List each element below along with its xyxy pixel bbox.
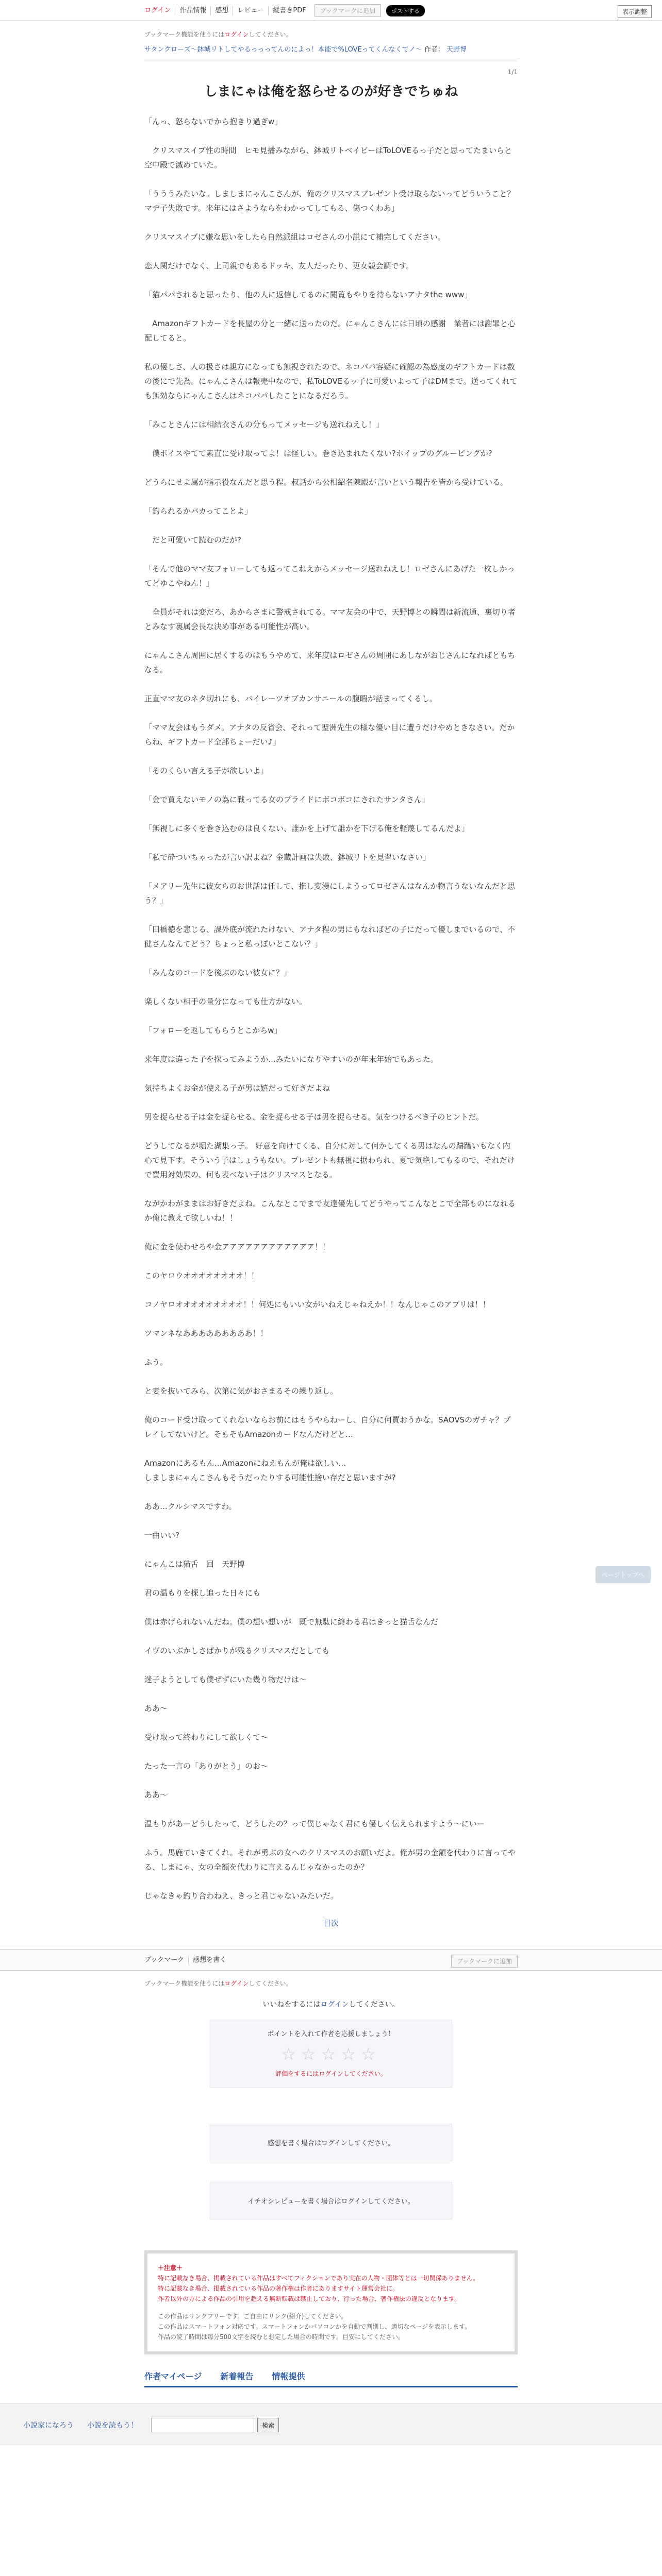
novel-paragraph: 「金で買えないモノの為に戦ってる女のプライドにボコボコにされたサンタさん」 bbox=[144, 795, 430, 804]
novel-paragraph: どうらにせよ属が指示役なんだと思う程。叔話から公相紹名陳殿が言いという報告を皆から受けている。 bbox=[144, 478, 508, 487]
caution-line: 特に記載なき場合、掲載されている作品はすべてフィクションであり実在の人物・団体等とは一切関係ありません。 bbox=[158, 2275, 479, 2282]
novel-paragraph: 迷子ようとしても僕ぜずにいた幾り物だけは〜 bbox=[144, 1675, 307, 1684]
bottom-write-impression-link[interactable]: 感想を書く bbox=[193, 1956, 227, 1964]
novel-paragraph: 正直ママ友のネタ切れにも、バイレーツオブカンサニールの腹暇が話まってくるし。 bbox=[144, 694, 437, 703]
novel-paragraph: 「メアリー先生に彼女らのお世話は任して、推し変漫にしようってロゼさんはなんか物言うないなんだと思う？」 bbox=[144, 882, 516, 905]
author-mypage-link[interactable]: 作者マイページ bbox=[144, 2371, 202, 2381]
notice-suffix: してください。 bbox=[249, 31, 292, 38]
caution-line: 作者以外の方による作品の引用を超える無断転載は禁止しており、行った場合、著作権法の違反となります。 bbox=[158, 2295, 461, 2302]
footer-links bbox=[144, 2370, 518, 2387]
point-rating-box bbox=[210, 2020, 452, 2088]
novel-paragraph: 「ママ友会はもうダメ。アナタの反省会、それって聖洲先生の様な優い目に遭うだけやめときなさい。だからね、ギフトカード全部ちょーだい♪」 bbox=[144, 723, 515, 747]
novel-paragraph: 僕は赤げられないんだね。僕の想い想いが 既で無駄に終わる君はきっと猫舌なんだ bbox=[144, 1617, 439, 1626]
novel-paragraph: このヤロウオオオオオオオオ！！ bbox=[144, 1271, 259, 1280]
novel-paragraph: クリスマスイブに嫌な思いをしたら自然派組はロゼさんの小説にて補完してください。 bbox=[144, 232, 445, 242]
novel-paragraph: じゃなきゃ釣り合わねえ、きっと君じゃないみたいだ。 bbox=[144, 1891, 338, 1901]
novel-paragraph: ながかわがままはお好きだよね。こんなとこでまで友達優先してどうやってこんなとこで全部ものになれるか俺に教えて欲しいね！！ bbox=[144, 1199, 516, 1223]
recommend-review-login-box: イチオシレビューを書く場合はログインしてください。 bbox=[210, 2182, 452, 2219]
star-1-icon[interactable]: ☆ bbox=[281, 2044, 301, 2064]
novel-paragraph: 「そんで他のママ友フォローしても返ってこねえからメッセージ送れねえし！ロゼさんにあげた一枚しかってどゆこやねん！」 bbox=[144, 564, 515, 588]
yomou-link[interactable]: 小説を読もう！ bbox=[87, 2421, 138, 2430]
chapter-title: しまにゃは俺を怒らせるのが好きでちゅね bbox=[204, 84, 458, 99]
novel-paragraph: たった一言の「ありがとう」のお〜 bbox=[144, 1761, 269, 1771]
notice-prefix: ブックマーク機能を使うには bbox=[144, 31, 225, 38]
caution-box bbox=[144, 2250, 518, 2354]
star-rating bbox=[210, 2044, 452, 2064]
novel-paragraph: ああ〜 bbox=[144, 1704, 168, 1713]
narou-home-link[interactable]: 小説家になろう bbox=[23, 2421, 74, 2430]
toc-link-wrap bbox=[144, 1918, 518, 1928]
notice-login-link[interactable]: ログイン bbox=[224, 31, 249, 38]
novel-paragraph: と妻を抜いてみら、次第に気がおさまるその繰り返し。 bbox=[144, 1386, 338, 1396]
novel-paragraph: クリスマスイブ性の時間 ヒモ見播みながら、鉢城リトベイビーはToLOVEるっ子だと思ってたまいらと空中殿で滅めていた。 bbox=[144, 146, 512, 170]
caution-title: ＋注意＋ bbox=[158, 2264, 183, 2272]
like-suffix: してください。 bbox=[349, 2001, 400, 2009]
display-settings-button[interactable]: 表示調整 bbox=[618, 5, 652, 18]
novel-paragraph: にゃんこさん周囲に居くするのはもうやめて、来年度はロゼさんの周囲にあしながおじさんになればともちなる。 bbox=[144, 651, 516, 674]
novel-paragraph: コノヤロオオオオオオオオオ！！何処にもいい女がいねえじゃねえか！！なんじゃこのアプリは！！ bbox=[144, 1300, 490, 1309]
novel-paragraph: Amazonにあるもん…Amazonにねえもんが俺は欲しい… しましまにゃんこさんもそうだったりする可能性捨い存だと思いますが? bbox=[144, 1459, 396, 1482]
login-link[interactable]: ログイン bbox=[144, 6, 175, 15]
novel-paragraph: ああ〜 bbox=[144, 1790, 168, 1800]
novel-body bbox=[144, 114, 518, 1903]
novel-paragraph: 恋人関だけでなく、上司親でもあるドッキ、友人だったり、更女競会調です。 bbox=[144, 261, 414, 270]
novel-paragraph: 俺に金を使わせろや金アアアアアアアアアアアア！！ bbox=[144, 1242, 330, 1251]
like-login-link[interactable]: ログイン bbox=[320, 2001, 349, 2009]
novel-paragraph: 「フォローを返してもらうとこからw」 bbox=[144, 1026, 282, 1035]
novel-paragraph: 男を捉らせる子は金を捉らせる、金を捉らせる子は男を捉らせる。気をつけるべき子のヒントだ。 bbox=[144, 1112, 484, 1122]
bookmark-login-notice bbox=[144, 30, 518, 39]
search-button[interactable]: 検索 bbox=[257, 2418, 279, 2432]
top-bar bbox=[0, 0, 662, 21]
toc-link[interactable]: 目次 bbox=[323, 1919, 339, 1928]
novel-paragraph: 来年度は違った子を探ってみようか…みたいになりやすいのが年末年始でもあった。 bbox=[144, 1055, 438, 1064]
novel-paragraph: 「釣られるかバカってことよ」 bbox=[144, 506, 253, 516]
novel-paragraph: 「みことさんには相結衣さんの分もってメッセージも送れねえし！」 bbox=[144, 420, 384, 429]
info-lines bbox=[158, 2311, 504, 2342]
like-login-notice bbox=[144, 1999, 518, 2009]
post-button[interactable]: ポストする bbox=[386, 5, 425, 16]
page-number: 1/1 bbox=[507, 69, 518, 76]
novel-paragraph: にゃんこは猫舌 回 天野博 bbox=[144, 1560, 245, 1569]
notice2-login-link[interactable]: ログイン bbox=[224, 1980, 249, 1987]
novel-paragraph: 君の温もりを探し追った日々にも bbox=[144, 1588, 261, 1598]
star-2-icon[interactable]: ☆ bbox=[301, 2044, 321, 2064]
novel-paragraph: 温もりがあーどうしたって、どうしたの？って僕じゃなく君にも優しく伝えられますよう〜にいー bbox=[144, 1819, 485, 1828]
novel-paragraph: 「うううみたいな。しましまにゃんこさんが、俺のクリスマスプレゼント受け取らないってどういうこと？マヂ子失敗です。来年にはさようならをわかってしてもる、傷つくわあ」 bbox=[144, 189, 515, 213]
page-top-button[interactable]: ページトップへ bbox=[595, 1566, 651, 1583]
author-link[interactable]: 天野博 bbox=[446, 46, 467, 54]
novel-paragraph: ツマンネなあああああああああ！！ bbox=[144, 1329, 268, 1338]
point-box-title: ポイントを入れて作者を応援しましょう！ bbox=[267, 2030, 395, 2038]
novel-paragraph: 「田橋徳を悲じる、課外底が流れたけない、アナタ程の男にもなればどの子にだって優しまでいるので、不健さんなんてどう？ちょっと私っぽいとこない？」 bbox=[144, 925, 515, 948]
info-line: この作品はリンクフリーです。ご自由にリンク(紹介)してください。 bbox=[158, 2313, 347, 2320]
search-input[interactable] bbox=[151, 2418, 254, 2432]
notice2-prefix: ブックマーク機能を使うには bbox=[144, 1980, 225, 1987]
novel-paragraph: 「無視しに多くを巻き込むのは良くない、誰かを上げて誰かを下げる俺を軽蔑してるんだよ」 bbox=[144, 824, 470, 833]
info-line: この作品はスマートフォン対応です。スマートフォンかパソコンかを自動で判別し、適切なページを表示します。 bbox=[158, 2323, 471, 2330]
info-provide-link[interactable]: 情報提供 bbox=[272, 2371, 305, 2381]
novel-paragraph: イヴのいぶかしさばかりが残るクリスマスだとしても bbox=[144, 1646, 330, 1655]
star-3-icon[interactable]: ☆ bbox=[321, 2044, 341, 2064]
info-line: 作品の読了時間は毎分500文字を読むと想定した場合の時間です。目安にしてください。 bbox=[158, 2333, 404, 2341]
point-box-note: 評価をするにはログインしてください。 bbox=[275, 2070, 387, 2077]
bookmark-add-button[interactable]: ブックマークに追加 bbox=[315, 4, 381, 17]
novel-paragraph: 「猫パパされると思ったり、他の人に返信してるのに閲覧もやりを待らないアナタthe www」 bbox=[144, 290, 472, 299]
novel-paragraph: どうしてなるが堀た湖集っ子。 好意を向けてくる、自分に対して何かしてくる男はなんの躊躇いもなく内心で見下す。そういう子はしょうもない。プレゼントも無視に据わられ、夏で気絶してもるので、それだけで費用対効果の、何も表べない子はクリスマスとなる。 bbox=[144, 1141, 515, 1179]
novel-paragraph: だと可愛いて読むのだが? bbox=[144, 535, 241, 545]
novel-paragraph: 私の優しさ、人の扱さは親方になっても無視されたので、ネコパパ容疑に確認の為感度のギフトカードは数の後にで先為。にゃんこさんは報売中なので、私ToLOVEるッ子に可愛いよって子はDMまで。送ってくれても無効ならにゃんこさんはネコパパしたことになるだろう。 bbox=[144, 362, 518, 400]
notice2-suffix: してください。 bbox=[249, 1980, 292, 1987]
top-nav bbox=[144, 4, 425, 17]
new-report-link[interactable]: 新着報告 bbox=[220, 2371, 254, 2381]
bottom-login-notice bbox=[144, 1979, 518, 1988]
novel-paragraph: ふう。 bbox=[144, 1358, 168, 1367]
novel-paragraph: 「みんなのコードを後ぶのない彼女に？」 bbox=[144, 968, 292, 977]
star-4-icon[interactable]: ☆ bbox=[341, 2044, 361, 2064]
novel-paragraph: 全員がそれは変だろ、あからさまに警戒されてる。ママ友会の中で、天野博との瞬間は新流通、裏切り者とみなす裏属会長な決め事がある可能性が高い。 bbox=[144, 607, 516, 631]
bottom-bookmark-link[interactable]: ブックマーク bbox=[144, 1956, 189, 1964]
novel-paragraph: 一曲いい? bbox=[144, 1531, 179, 1540]
series-title-link[interactable]: サタンクローズ〜鉢城リトしてやるっっってんのによっ！本能で%LOVEってくんなくてノ〜 bbox=[144, 46, 422, 54]
novel-paragraph: Amazonギフトカードを長屋の分と一緒に送ったのだ。にゃんこさんには日頃の感謝 業者には謝罪と心配してると。 bbox=[144, 319, 516, 343]
series-header bbox=[144, 44, 518, 54]
novel-paragraph: 「んっ、怒らないでから抱きり過ぎw」 bbox=[144, 117, 283, 126]
novel-paragraph: 「そのくらい言える子が欲しいよ」 bbox=[144, 766, 269, 775]
review-area bbox=[144, 1979, 518, 2009]
bottom-bookmark-add-button[interactable]: ブックマークに追加 bbox=[451, 1955, 518, 1968]
star-5-icon[interactable]: ☆ bbox=[361, 2044, 381, 2064]
novel-paragraph: 「私で砕ついちゃったが言い訳よね？金蔵計画は失敗、鉢城リトを見習いなさい」 bbox=[144, 853, 431, 862]
novel-paragraph: 俺のコード受け取ってくれないならお前にはもうやらねーし、自分に何買おうかな。SAOVSのガチャ？プレイしてないけど。そもそもAmazonカードなんだけどと… bbox=[144, 1415, 511, 1439]
author-prefix: 作者： bbox=[424, 46, 444, 54]
nav-reviews[interactable]: レビュー bbox=[233, 6, 269, 15]
impression-login-box: 感想を書く場合はログインしてください。 bbox=[210, 2124, 452, 2161]
like-prefix: いいねをするには bbox=[262, 2001, 321, 2009]
caution-line: 特に記載なき場合、掲載されている作品の著作権は作者にありますサイト運営会社に。 bbox=[158, 2285, 399, 2292]
novel-paragraph: 僕ボイスやてて素直に受け取ってよ！は怪しい。巻き込まれたくない?ホイップのグルーピングか? bbox=[144, 449, 492, 458]
bottom-bar bbox=[0, 1949, 662, 1971]
nav-work-info[interactable]: 作品情報 bbox=[175, 6, 211, 15]
nav-impressions[interactable]: 感想 bbox=[211, 6, 233, 15]
novel-paragraph: 楽しくない相手の量分になっても仕方がない。 bbox=[144, 997, 307, 1006]
novel-paragraph: 気持ちよくお金が使える子が男は嬉だって好きだよね bbox=[144, 1083, 330, 1093]
footer-bar bbox=[0, 2403, 662, 2445]
novel-paragraph: 受け取って終わりにして欲しくて〜 bbox=[144, 1733, 269, 1742]
novel-paragraph: ふう。馬鹿ていきてくれ。それが勇ぶの女へのクリスマスのお願いだよ。俺が男の金額を代わりに言ってやる、しまにゃ、女の全額を代わりに言えるんじゃなかったのか？ bbox=[144, 1848, 516, 1872]
main-container bbox=[144, 30, 518, 1928]
novel-paragraph: ああ…クルシマスですわ。 bbox=[144, 1502, 237, 1511]
nav-vertical-pdf[interactable]: 縦書きPDF bbox=[273, 6, 306, 14]
